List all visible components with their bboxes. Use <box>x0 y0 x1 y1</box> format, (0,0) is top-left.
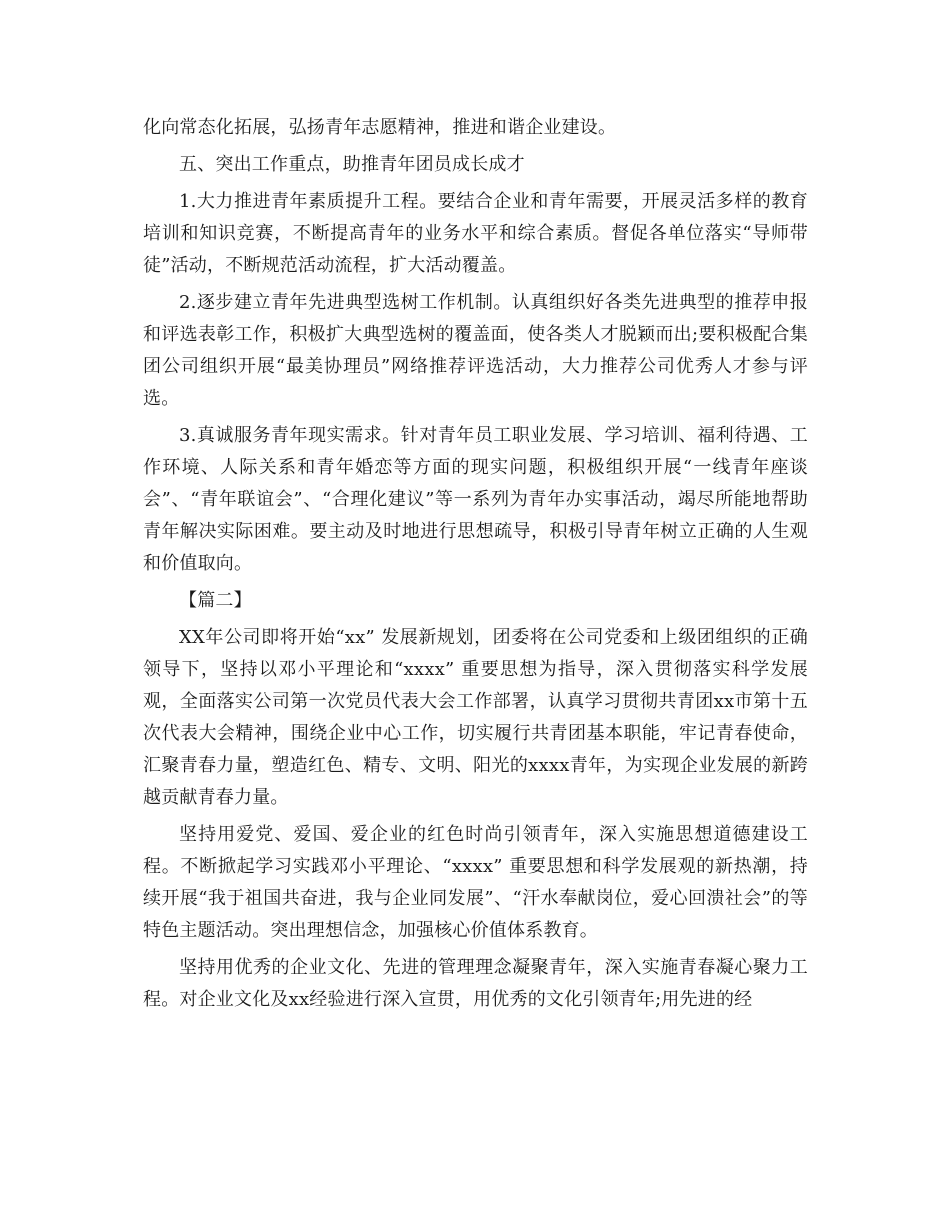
paragraph-plan-intro: XX年公司即将开始“xx” 发展新规划，团委将在公司党委和上级团组织的正确领导下，坚持以邓小平理论和“xxxx” 重要思想为指导，深入贯彻落实科学发展观，全面落实公司第一次党员代表大会工作部署，认真学习贯彻共青团xx市第十五次代表大会精神，围绕企业中心工作，切实履行共青团基本职能，牢记青春使命，汇聚青春力量，塑造红色、精专、文明、阳光的xxxx青年，为实现企业发展的新跨越贡献青春力量。 <box>143 627 808 808</box>
paragraph-corporate-culture: 坚持用优秀的企业文化、先进的管理理念凝聚青年，深入实施青春凝心聚力工程。对企业文化及xx经验进行深入宣贯，用优秀的文化引领青年;用先进的经 <box>143 957 808 1010</box>
paragraph-item-1: 1.大力推进青年素质提升工程。要结合企业和青年需要，开展灵活多样的教育培训和知识竞赛，不断提高青年的业务水平和综合素质。督促各单位落实“导师带徒”活动，不断规范活动流程，扩大活动覆盖。 <box>143 191 808 276</box>
document-body <box>143 112 808 1021</box>
section-heading-five: 五、突出工作重点，助推青年团员成长成才 <box>179 154 525 175</box>
paragraph-red-fashion: 坚持用爱党、爱国、爱企业的红色时尚引领青年，深入实施思想道德建设工程。不断掀起学习实践邓小平理论、“xxxx” 重要思想和科学发展观的新热潮，持续开展“我于祖国共奋进，我与企业同发展”、“汗水奉献岗位，爱心回溃社会”的等特色主题活动。突出理想信念，加强核心价值体系教育。 <box>143 824 808 941</box>
part-two-heading: 【篇二】 <box>179 590 252 611</box>
paragraph-item-2: 2.逐步建立青年先进典型选树工作机制。认真组织好各类先进典型的推荐申报和评选表彰工作，积极扩大典型选树的覆盖面，使各类人才脱颖而出;要积极配合集团公司组织开展“最美协理员”网络推荐评选活动，大力推荐公司优秀人才参与评选。 <box>143 292 808 409</box>
paragraph-continuation: 化向常态化拓展，弘扬青年志愿精神，推进和谐企业建设。 <box>143 117 617 138</box>
paragraph-item-3: 3.真诚服务青年现实需求。针对青年员工职业发展、学习培训、福利待遇、工作环境、人际关系和青年婚恋等方面的现实问题，积极组织开展“一线青年座谈会”、“青年联谊会”、“合理化建议”等一系列为青年办实事活动，竭尽所能地帮助青年解决实际困难。要主动及时地进行思想疏导，积极引导青年树立正确的人生观和价值取向。 <box>143 425 808 574</box>
